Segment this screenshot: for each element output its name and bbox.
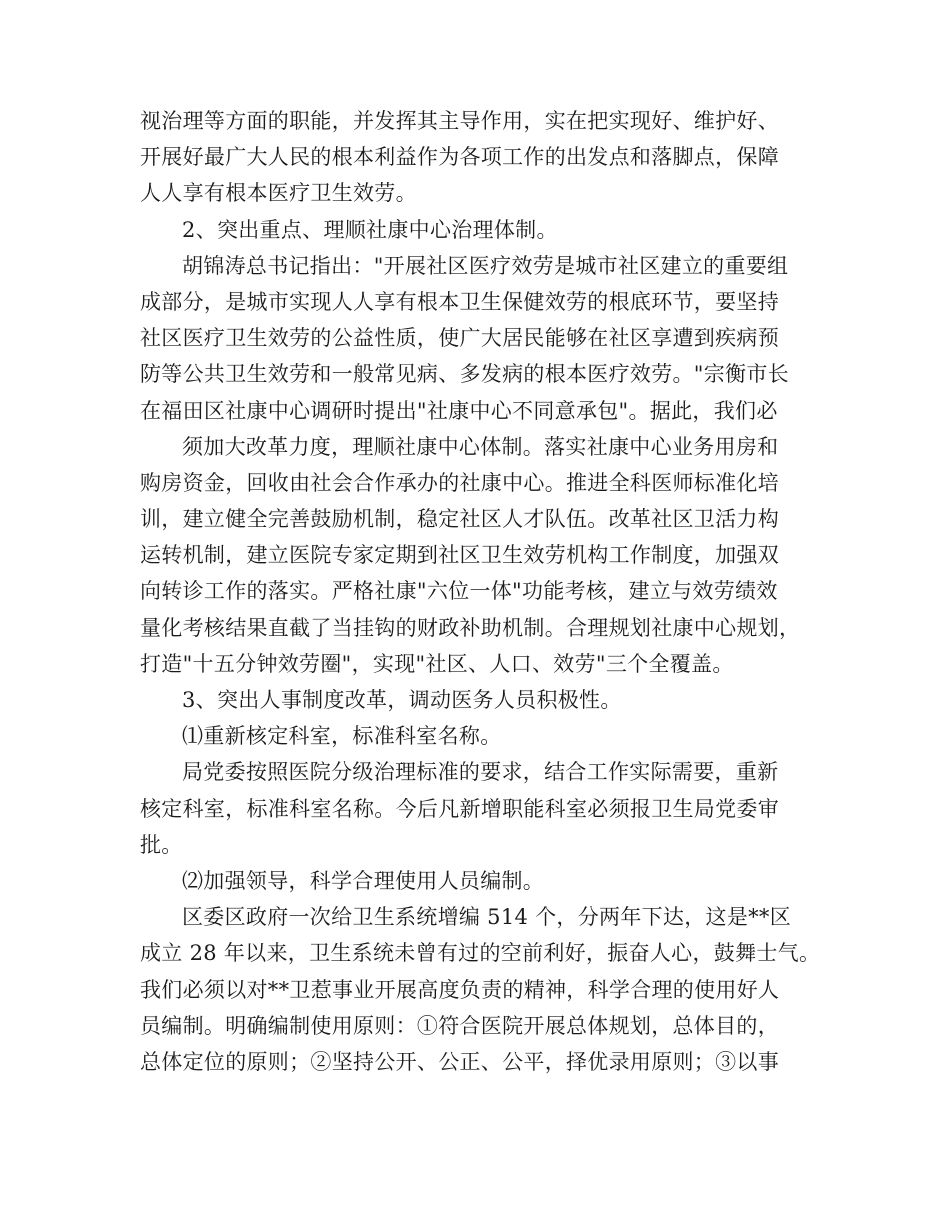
text-line: ⑴重新核定科室，标准科室名称。 bbox=[182, 724, 502, 749]
text-line: 胡锦涛总书记指出："开展社区医疗效劳是城市社区建立的重要组 bbox=[182, 253, 789, 278]
text-line: 防等公共卫生效劳和一般常见病、多发病的根本医疗效劳。"宗衡市长 bbox=[140, 362, 789, 387]
text-line: 局党委按照医院分级治理标准的要求，结合工作实际需要，重新 bbox=[182, 760, 779, 785]
text-line: ⑵加强领导，科学合理使用人员编制。 bbox=[182, 868, 545, 893]
text-line: 批。 bbox=[140, 832, 183, 857]
text-line: 成立 28 年以来，卫生系统未曾有过的空前利好，振奋人心，鼓舞士气。 bbox=[140, 941, 821, 966]
text-line: 视治理等方面的职能，并发挥其主导作用，实在把实现好、维护好、 bbox=[140, 109, 779, 133]
text-line: 打造"十五分钟效劳圈"，实现"社区、人口、效劳"三个全覆盖。 bbox=[140, 651, 734, 676]
text-line: 须加大改革力度，理顺社康中心体制。落实社康中心业务用房和 bbox=[182, 434, 779, 459]
text-line: 核定科室，标准科室名称。今后凡新增职能科室必须报卫生局党委审 bbox=[140, 796, 779, 821]
text-line: 量化考核结果直截了当挂钩的财政补助机制。合理规划社康中心规划， bbox=[140, 615, 801, 640]
text-line: 训，建立健全完善鼓励机制，稳定社区人才队伍。改革社区卫活力构 bbox=[140, 507, 779, 532]
text-line: 区委区政府一次给卫生系统增编 514 个，分两年下达，这是**区 bbox=[182, 905, 792, 930]
text-line: 运转机制，建立医院专家定期到社区卫生效劳机构工作制度，加强双 bbox=[140, 543, 779, 568]
text-line: 社区医疗卫生效劳的公益性质，使广大居民能够在社区享遭到疾病预 bbox=[140, 326, 779, 351]
text-line: 2、突出重点、理顺社康中心治理体制。 bbox=[182, 217, 558, 242]
text-line: 我们必须以对**卫惹事业开展高度负责的精神，科学合理的使用好人 bbox=[140, 977, 780, 1002]
text-line: 成部分，是城市实现人人享有根本卫生保健效劳的根底环节，要坚持 bbox=[140, 289, 779, 314]
text-line: 3、突出人事制度改革，调动医务人员积极性。 bbox=[182, 688, 622, 712]
text-line: 向转诊工作的落实。严格社康"六位一体"功能考核，建立与效劳绩效 bbox=[140, 579, 778, 604]
text-line: 员编制。明确编制使用原则：①符合医院开展总体规划，总体目的， bbox=[140, 1013, 779, 1038]
text-line: 购房资金，回收由社会合作承办的社康中心。推进全科医师标准化培 bbox=[140, 470, 779, 495]
text-line: 开展好最广大人民的根本利益作为各项工作的出发点和落脚点，保障 bbox=[140, 145, 779, 170]
text-line: 人人享有根本医疗卫生效劳。 bbox=[140, 181, 417, 206]
body-text bbox=[140, 103, 830, 1080]
text-line: 在福田区社康中心调研时提出"社康中心不同意承包"。据此，我们必 bbox=[140, 398, 778, 423]
text-line: 总体定位的原则；②坚持公开、公正、公平，择优录用原则；③以事 bbox=[140, 1049, 779, 1074]
